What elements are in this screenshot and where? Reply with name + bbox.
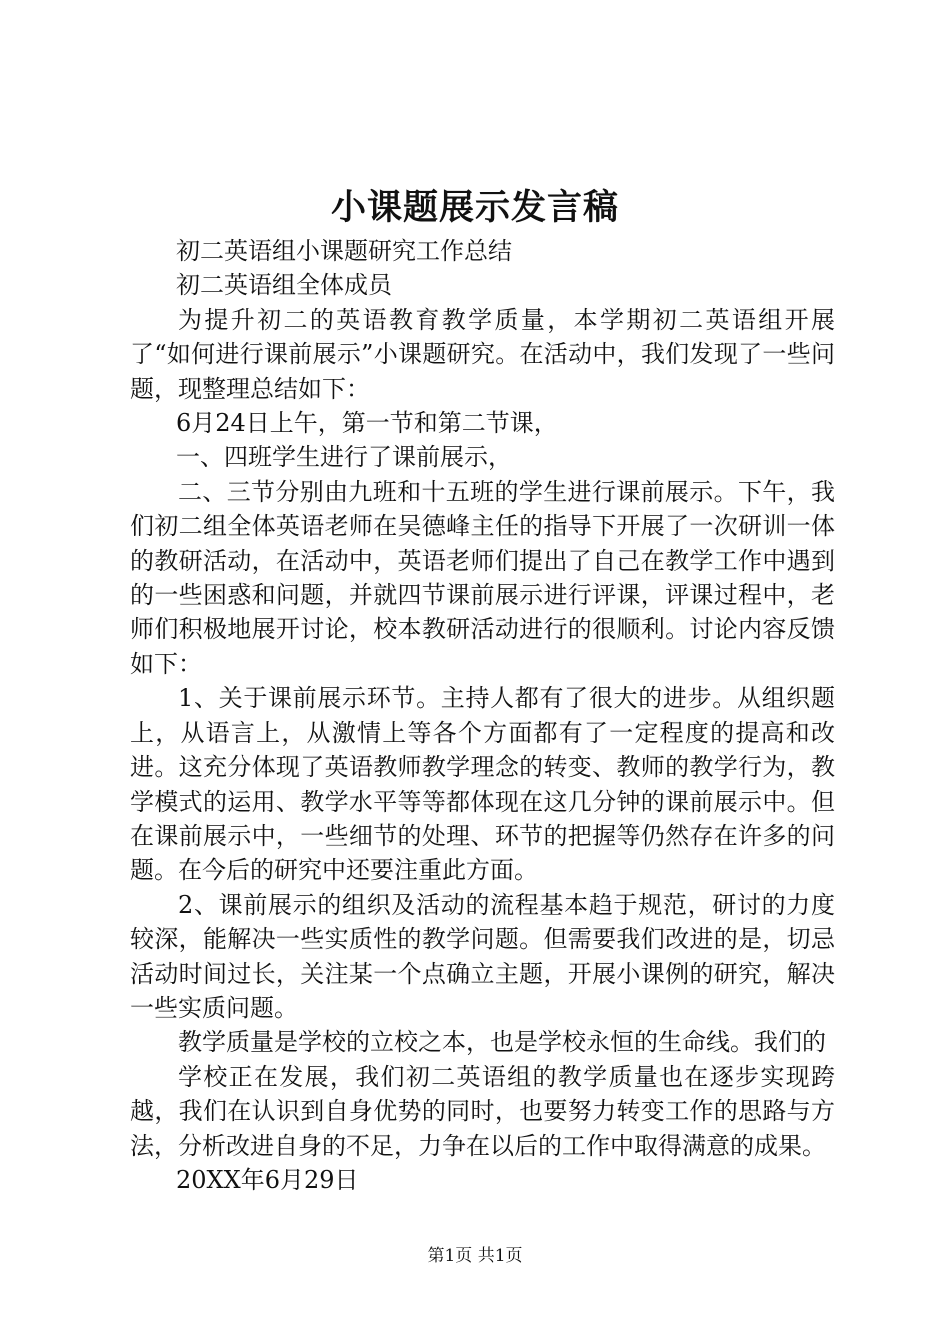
paragraph-intro: 为提升初二的英语教育教学质量，本学期初二英语组开展了“如何进行课前展示”小课题研究。在活动中，我们发现了一些问题，现整理总结如下： [130, 305, 835, 403]
paragraph-date: 20XX年6月29日 [176, 1165, 359, 1194]
paragraph-class-two-three: 二、三节分别由九班和十五班的学生进行课前展示。下午，我们初二组全体英语老师在吴德峰主任的指导下开展了一次研训一体的教研活动，在活动中，英语老师们提出了自己在教学工作中遇到的一些困惑和问题，并就四节课前展示进行评课，评课过程中，老师们积极地展开讨论，校本教研活动进行的很顺利。讨论内容反馈如下： [130, 477, 835, 678]
page-footer: 第1页 共1页 [427, 1246, 523, 1266]
document-body [130, 234, 835, 1197]
document-title: 小课题展示发言稿 [330, 187, 619, 228]
paragraph-point-one: 1、关于课前展示环节。主持人都有了很大的进步。从组织题上，从语言上，从激情上等各个方面都有了一定程度的提高和改进。这充分体现了英语教师教学理念的转变、教师的教学行为，教学模式的运用、教学水平等等都体现在这几分钟的课前展示中。但在课前展示中，一些细节的处理、环节的把握等仍然存在许多的问题。在今后的研究中还要注重此方面。 [130, 684, 835, 885]
paragraph-author: 初二英语组全体成员 [176, 271, 392, 300]
paragraph-class-one-four: 一、四班学生进行了课前展示， [176, 443, 512, 472]
paragraph-quality: 教学质量是学校的立校之本，也是学校永恒的生命线。我们的 [178, 1028, 826, 1057]
paragraph-date-session: 6月24日上午，第一节和第二节课， [176, 409, 558, 438]
paragraph-point-two: 2、课前展示的组织及活动的流程基本趋于规范，研讨的力度较深，能解决一些实质性的教学问题。但需要我们改进的是，切忌活动时间过长，关注某一个点确立主题，开展小课例的研究，解决一些实质问题。 [130, 890, 835, 1022]
paragraph-subtitle: 初二英语组小课题研究工作总结 [176, 237, 512, 265]
paragraph-development: 学校正在发展，我们初二英语组的教学质量也在逐步实现跨越，我们在认识到自身优势的同时，也要努力转变工作的思路与方法，分析改进自身的不足，力争在以后的工作中取得满意的成果。 [130, 1062, 835, 1160]
